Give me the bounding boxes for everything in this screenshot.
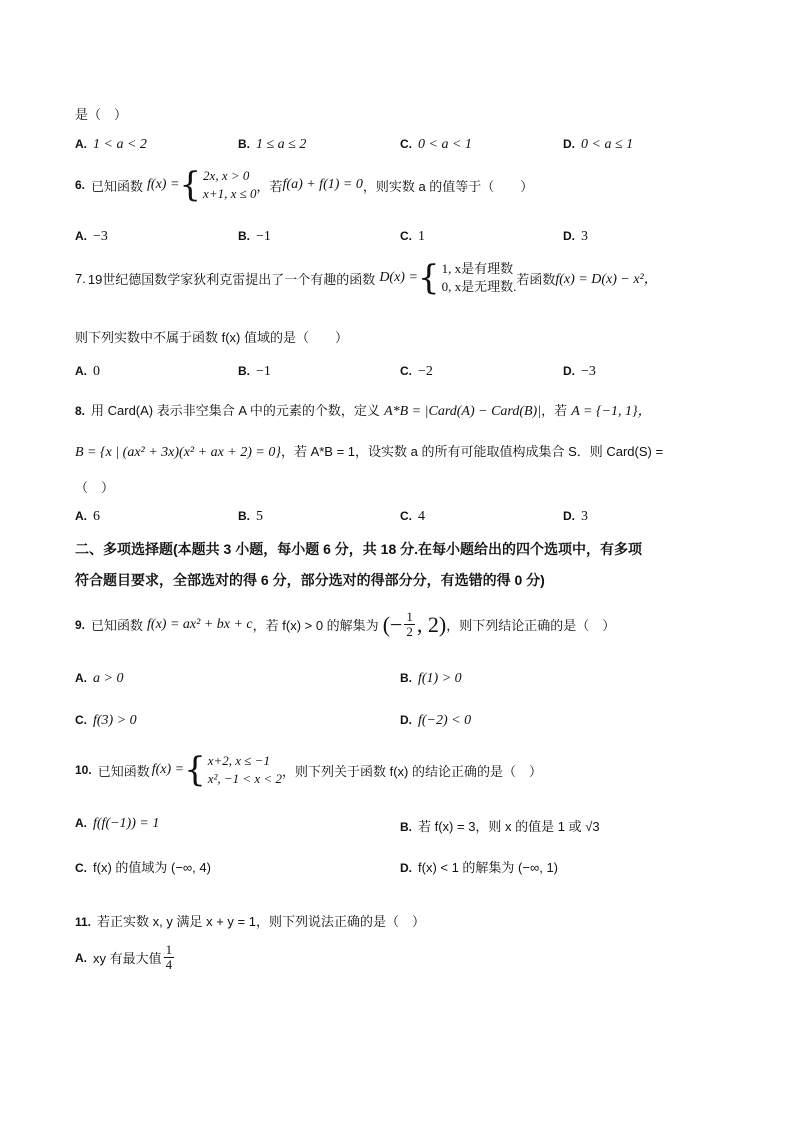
q9-mid: ，若 f(x) > 0 的解集为	[252, 618, 379, 633]
q10-suffix: ，则下列关于函数 f(x) 的结论正确的是（ ）	[281, 763, 542, 779]
q9-number: 9.	[75, 617, 86, 632]
q8-line2b: ，若 A*B = 1，设实数 a 的所有可能取值构成集合 S．则 Card(S) =	[280, 444, 664, 459]
q10-case2: x², −1 < x < 2	[207, 771, 282, 786]
q6-cases	[203, 167, 256, 203]
q8-option-d[interactable]: D. 3	[563, 509, 588, 524]
q8-option-c[interactable]: C. 4	[400, 509, 425, 524]
q9-interval-right: , 2)	[416, 611, 447, 637]
q8-line1a: 用 Card(A) 表示非空集合 A 中的元素的个数，定义	[91, 403, 380, 418]
q7-number: 7.	[75, 270, 86, 286]
q7-cases	[442, 260, 517, 296]
q7-case2: 0, x是无理数.	[441, 279, 517, 294]
q8-set-b: B = {x | (ax² + 3x)(x² + ax + 2) = 0}	[75, 445, 281, 460]
q9-option-d[interactable]: D. f(−2) < 0	[400, 713, 472, 728]
q5-option-b[interactable]: B. 1 ≤ a ≤ 2	[238, 137, 307, 152]
q9-prefix: 已知函数	[91, 618, 144, 633]
q6-number: 6.	[75, 178, 86, 192]
q9-interval	[383, 610, 447, 639]
q6-option-b[interactable]: B. −1	[238, 229, 271, 244]
q6-prefix: 已知函数	[91, 178, 144, 194]
q10-option-b[interactable]: B. 若 f(x) = 3，则 x 的值是 1 或 √3	[400, 819, 600, 834]
q8-number: 8.	[75, 404, 86, 418]
q8-line2	[75, 441, 663, 461]
q8-line3: （ ）	[75, 480, 115, 495]
q6-stem	[75, 167, 533, 203]
q9-option-c[interactable]: C. f(3) > 0	[75, 713, 137, 728]
q11-option-a[interactable]: A. xy 有最大值 $\frac{1}{4}$	[75, 942, 173, 972]
section2-heading-line1: 二、多项选择题(本题共 3 小题，每小题 6 分，共 18 分.在每小题给出的四个选项中，有多项	[75, 541, 643, 557]
q7-case1: 1, x是有理数	[441, 261, 514, 276]
q6-option-c[interactable]: C. 1	[400, 229, 425, 244]
q9-option-b[interactable]: B. f(1) > 0	[400, 671, 462, 686]
q7-stem	[75, 260, 658, 296]
q5-option-d[interactable]: D. 0 < a ≤ 1	[563, 137, 634, 152]
q6-func: f(x) =	[147, 177, 180, 192]
q9-expr: f(x) = ax² + bx + c	[147, 616, 253, 632]
q9-suffix: ，则下列结论正确的是（ ）	[446, 618, 616, 633]
q6-mid: ，若	[256, 178, 283, 194]
q6-case2: x+1, x ≤ 0	[203, 186, 257, 201]
q5-option-a[interactable]: A. 1 < a < 2	[75, 137, 147, 152]
q11-option-a-text: xy 有最大值	[93, 951, 162, 966]
q8-definition: A*B = |Card(A) − Card(B)|	[384, 404, 542, 419]
q7-brace: {	[417, 258, 440, 298]
q8-set-a: A = {−1, 1}，	[571, 404, 652, 419]
q10-prefix: 已知函数	[97, 763, 150, 779]
q9-fraction: $\frac{1}{2}$	[406, 609, 413, 639]
q8-line1b: ，若	[541, 403, 568, 418]
q10-number: 10.	[75, 763, 92, 777]
q10-option-a[interactable]: A. f(f(−1)) = 1	[75, 816, 160, 831]
q6-option-a[interactable]: A. −3	[75, 229, 108, 244]
q5-continuation	[75, 104, 127, 123]
q9-interval-left: (−	[382, 611, 403, 637]
q6-condition: f(a) + f(1) = 0	[282, 177, 363, 192]
q7-func: D(x) =	[379, 270, 418, 285]
q10-cases	[208, 752, 282, 788]
q11-option-a-fraction: $\frac{1}{4}$	[165, 942, 173, 972]
q9-option-a[interactable]: A. a > 0	[75, 671, 124, 686]
q5-cont-text: 是（ ）	[75, 107, 128, 122]
q7-line2: 则下列实数中不属于函数 f(x) 值域的是（ ）	[75, 330, 348, 345]
q7-expr: f(x) = D(x) − x²，	[555, 272, 658, 287]
q10-option-c[interactable]: C. f(x) 的值域为 (−∞, 4)	[75, 860, 211, 875]
q5-option-c[interactable]: C. 0 < a < 1	[400, 137, 472, 152]
q8-option-a[interactable]: A. 6	[75, 509, 100, 524]
q7-option-c[interactable]: C. −2	[400, 364, 433, 379]
q6-suffix: ，则实数 a 的值等于（ ）	[362, 178, 534, 194]
q7-option-a[interactable]: A. 0	[75, 364, 100, 379]
q11-stem	[75, 911, 425, 930]
q8-line1	[75, 400, 652, 420]
q6-brace: {	[179, 165, 202, 205]
q6-option-d[interactable]: D. 3	[563, 229, 588, 244]
q11-number: 11.	[75, 915, 92, 929]
q7-prefix: 19世纪德国数学家狄利克雷提出了一个有趣的函数	[87, 271, 376, 287]
q7-mid: 若函数	[516, 271, 556, 287]
q10-func: f(x) =	[151, 762, 185, 777]
q10-stem	[75, 752, 542, 788]
q6-case1: 2x, x > 0	[203, 168, 250, 183]
q10-case1: x+2, x ≤ −1	[207, 753, 270, 768]
q11-text: 若正实数 x, y 满足 x + y = 1，则下列说法正确的是（ ）	[97, 914, 425, 929]
q9-stem	[75, 610, 615, 639]
q7-option-d[interactable]: D. −3	[563, 364, 596, 379]
q8-option-b[interactable]: B. 5	[238, 509, 263, 524]
q10-brace: {	[184, 750, 206, 790]
section2-heading-line2: 符合题目要求，全部选对的得 6 分，部分选对的得部分分，有选错的得 0 分)	[75, 572, 545, 588]
q10-option-d[interactable]: D. f(x) < 1 的解集为 (−∞, 1)	[400, 860, 559, 875]
q7-option-b[interactable]: B. −1	[238, 364, 271, 379]
